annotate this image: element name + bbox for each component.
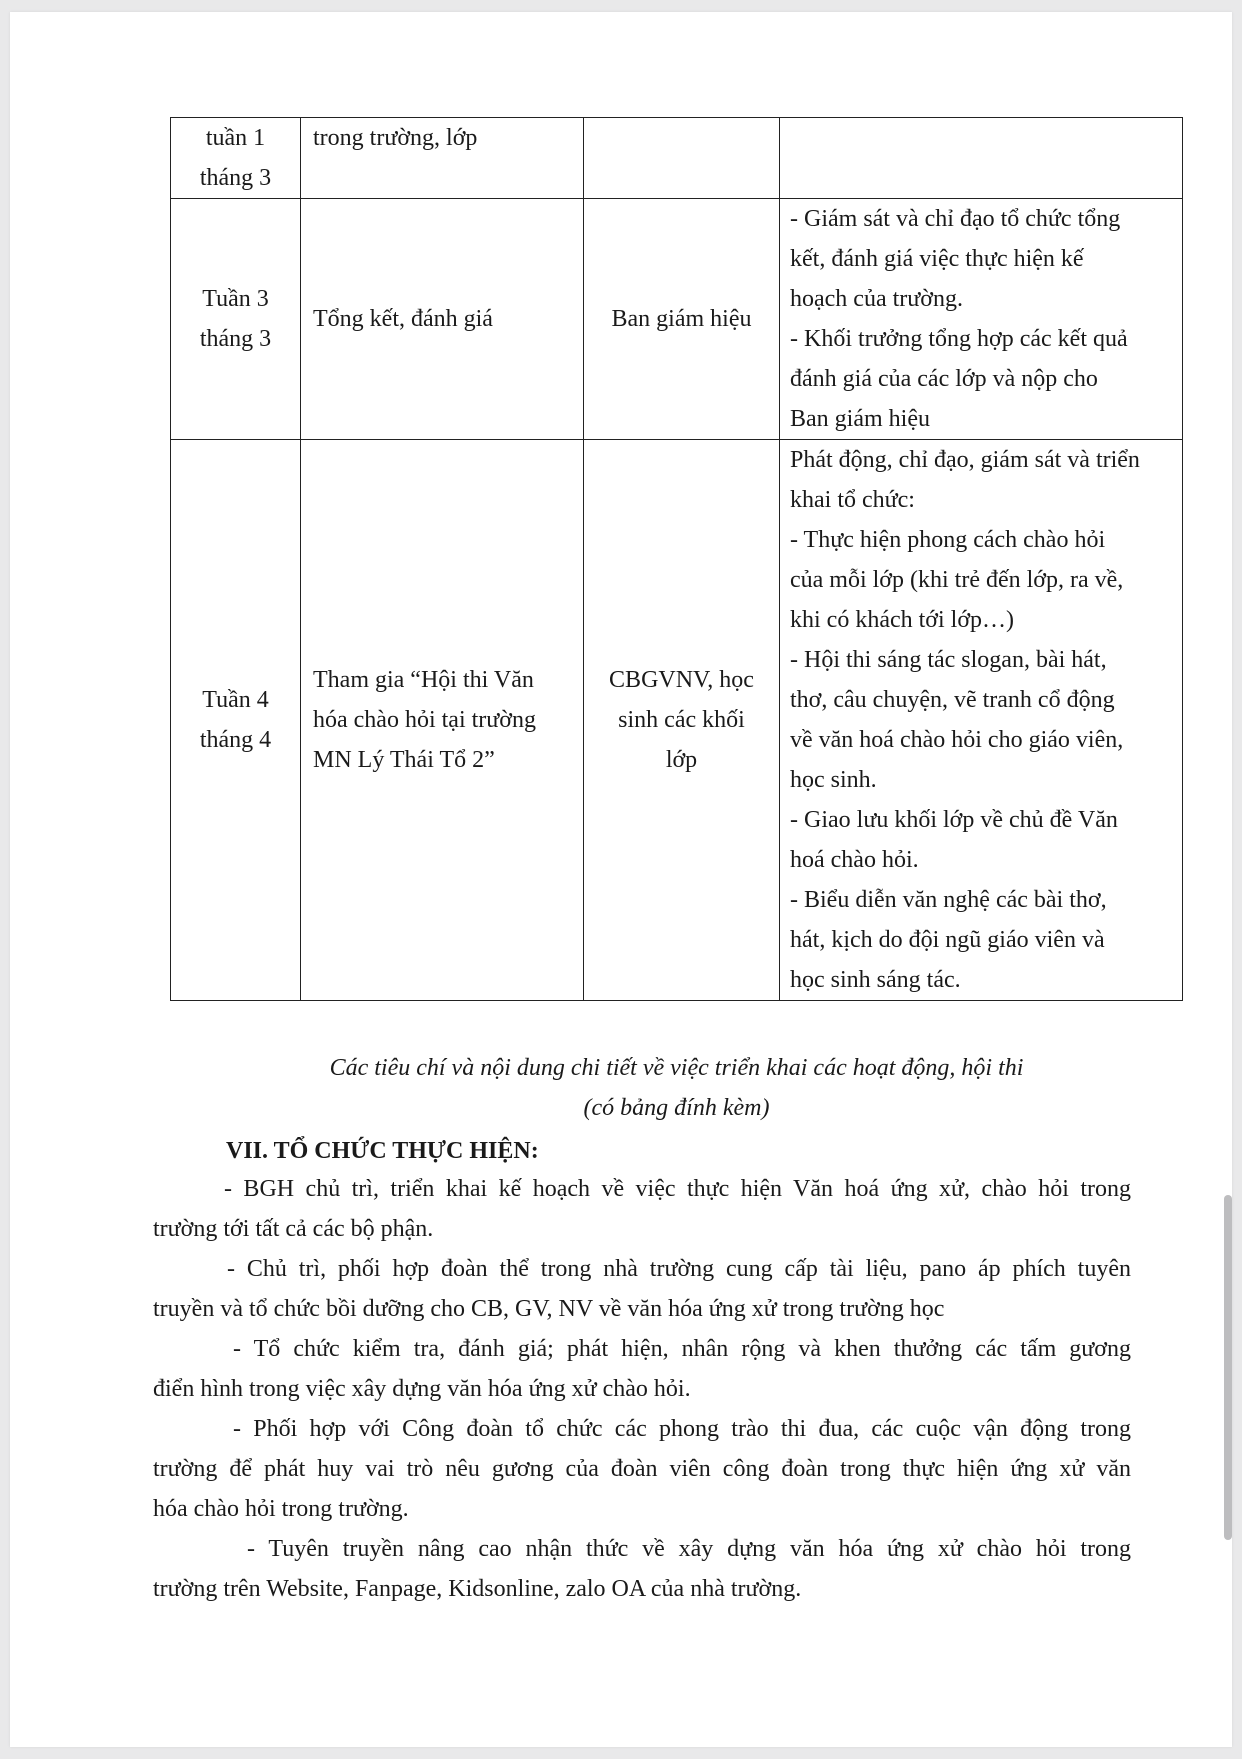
week-line: tháng 3 (199, 165, 272, 191)
paragraph-line: điển hình trong việc xây dựng văn hóa ứng xử chào hỏi. (153, 1376, 691, 1402)
paragraph (153, 1169, 1131, 1249)
task-line: - Giám sát và chỉ đạo tổ chức tổng (790, 206, 1121, 232)
week-cell (171, 440, 301, 1001)
paragraph (153, 1529, 1131, 1609)
content-cell (301, 118, 584, 199)
task-line: - Thực hiện phong cách chào hỏi (790, 527, 1106, 553)
content-line: Tham gia “Hội thi Văn (313, 667, 534, 693)
week-line: Tuần 4 (202, 687, 269, 713)
content-cell (301, 440, 584, 1001)
task-line: - Hội thi sáng tác slogan, bài hát, (790, 647, 1107, 673)
responsible-cell (584, 118, 780, 199)
task-line: Phát động, chỉ đạo, giám sát và triển (790, 447, 1140, 473)
content-line: MN Lý Thái Tổ 2” (313, 747, 495, 773)
task-line: - Khối trưởng tổng hợp các kết quả (790, 326, 1128, 352)
responsible-cell (584, 199, 780, 440)
task-line: khai tổ chức: (790, 487, 915, 513)
task-line: của mỗi lớp (khi trẻ đến lớp, ra về, (790, 567, 1124, 593)
task-line: thơ, câu chuyện, vẽ tranh cổ động (790, 687, 1115, 713)
responsible-line: Ban giám hiệu (611, 306, 752, 332)
table-caption-note: (có bảng đính kèm) (583, 1095, 770, 1121)
week-line: tháng 4 (199, 727, 272, 753)
vertical-scrollbar[interactable] (1224, 1195, 1232, 1540)
week-cell (171, 199, 301, 440)
tasks-cell (780, 440, 1183, 1001)
paragraph-line: trường tới tất cả các bộ phận. (153, 1216, 434, 1242)
paragraph-line: trường trên Website, Fanpage, Kidsonline, zalo OA của nhà trường. (153, 1576, 802, 1602)
table-row (171, 199, 1183, 440)
content-line: hóa chào hỏi tại trường (313, 707, 536, 733)
paragraph (153, 1249, 1131, 1329)
paragraph-line: truyền và tổ chức bồi dưỡng cho CB, GV, NV về văn hóa ứng xử trong trường học (153, 1296, 945, 1322)
content-line: trong trường, lớp (313, 125, 478, 151)
task-line: Ban giám hiệu (790, 406, 930, 432)
content-line: Tổng kết, đánh giá (313, 306, 493, 332)
table-caption: Các tiêu chí và nội dung chi tiết về việc triển khai các hoạt động, hội thi (329, 1055, 1024, 1081)
paragraph-line: trường để phát huy vai trò nêu gương của đoàn viên công đoàn trong thực hiện ứng xử văn (153, 1456, 1131, 1482)
week-line: Tuần 3 (202, 286, 269, 312)
week-line: tháng 3 (199, 326, 272, 352)
task-line: học sinh. (790, 767, 877, 793)
paragraph-line: - Phối hợp với Công đoàn tổ chức các phong trào thi đua, các cuộc vận động trong (233, 1416, 1131, 1442)
task-line: - Biểu diễn văn nghệ các bài thơ, (790, 887, 1107, 913)
task-line: hát, kịch do đội ngũ giáo viên và (790, 927, 1105, 953)
task-line: học sinh sáng tác. (790, 967, 961, 993)
responsible-cell (584, 440, 780, 1001)
paragraph-line: - BGH chủ trì, triển khai kế hoạch về việc thực hiện Văn hoá ứng xử, chào hỏi trong (224, 1176, 1131, 1202)
plan-table (170, 117, 1183, 1001)
tasks-cell (780, 199, 1183, 440)
paragraph (153, 1329, 1131, 1409)
table-row (171, 118, 1183, 199)
responsible-line: lớp (665, 747, 698, 773)
task-line: về văn hoá chào hỏi cho giáo viên, (790, 727, 1124, 753)
paragraph (153, 1409, 1131, 1529)
responsible-line: CBGVNV, học (609, 667, 754, 693)
table-row (171, 440, 1183, 1001)
responsible-line: sinh các khối (618, 707, 745, 733)
section-heading: VII. TỔ CHỨC THỰC HIỆN: (226, 1138, 539, 1164)
task-line: khi có khách tới lớp…) (790, 607, 1015, 633)
week-cell (171, 118, 301, 199)
task-line: kết, đánh giá việc thực hiện kế (790, 246, 1084, 272)
task-line: hoá chào hỏi. (790, 847, 919, 873)
task-line: đánh giá của các lớp và nộp cho (790, 366, 1098, 392)
task-line: hoạch của trường. (790, 286, 963, 312)
task-line: - Giao lưu khối lớp về chủ đề Văn (790, 807, 1118, 833)
paragraph-line: - Tuyên truyền nâng cao nhận thức về xây dựng văn hóa ứng xử chào hỏi trong (247, 1536, 1131, 1562)
paragraph-line: - Tổ chức kiểm tra, đánh giá; phát hiện, nhân rộng và khen thưởng các tấm gương (233, 1336, 1131, 1362)
paragraph-line: hóa chào hỏi trong trường. (153, 1496, 409, 1522)
week-line: tuần 1 (205, 125, 266, 151)
content-cell (301, 199, 584, 440)
paragraph-line: - Chủ trì, phối hợp đoàn thể trong nhà trường cung cấp tài liệu, pano áp phích tuyên (227, 1256, 1131, 1282)
tasks-cell (780, 118, 1183, 199)
